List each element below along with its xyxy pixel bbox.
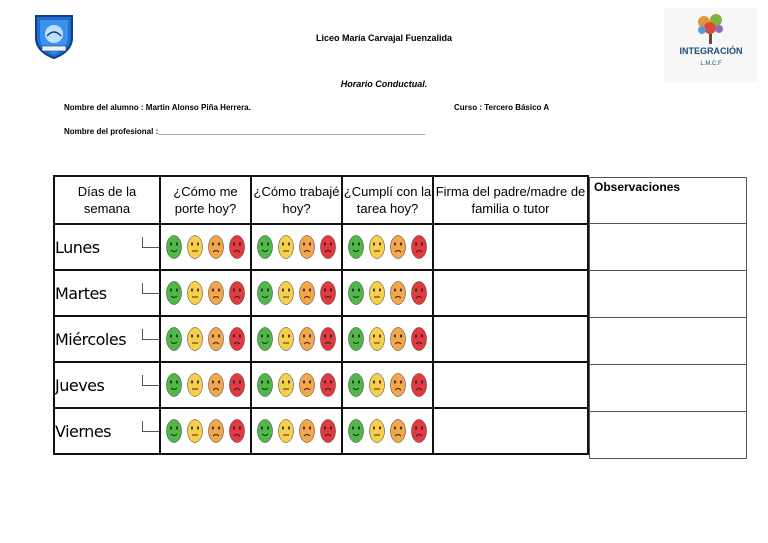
happy-face-icon[interactable] — [257, 373, 273, 397]
signature-cell[interactable] — [433, 270, 588, 316]
sad-face-icon[interactable] — [208, 235, 224, 259]
day-cell — [54, 224, 160, 270]
table-row — [54, 408, 588, 454]
neutral-face-icon[interactable] — [369, 419, 385, 443]
happy-face-icon[interactable] — [348, 235, 364, 259]
day-cell — [54, 362, 160, 408]
observation-cell[interactable] — [590, 271, 747, 318]
angry-face-icon[interactable] — [411, 373, 427, 397]
neutral-face-icon[interactable] — [187, 373, 203, 397]
behavior-faces-cell — [160, 362, 251, 408]
connector-line — [142, 237, 159, 248]
day-cell — [54, 316, 160, 362]
student-name: Nombre del alumno : Martin Alonso Piña Herrera. — [64, 103, 251, 112]
day-label: Jueves — [55, 375, 105, 395]
logo-text-sub: L.M.C.F — [700, 61, 722, 67]
day-label: Martes — [55, 283, 107, 303]
angry-face-icon[interactable] — [411, 419, 427, 443]
neutral-face-icon[interactable] — [369, 235, 385, 259]
angry-face-icon[interactable] — [229, 281, 245, 305]
connector-line — [142, 375, 159, 386]
day-cell — [54, 270, 160, 316]
table-row — [54, 270, 588, 316]
connector-line — [142, 421, 159, 432]
sad-face-icon[interactable] — [299, 235, 315, 259]
day-label: Viernes — [55, 421, 111, 441]
neutral-face-icon[interactable] — [278, 373, 294, 397]
document-title: Horario Conductual. — [340, 79, 428, 89]
work-faces-cell — [251, 408, 342, 454]
work-faces-cell — [251, 316, 342, 362]
happy-face-icon[interactable] — [166, 235, 182, 259]
sad-face-icon[interactable] — [208, 327, 224, 351]
sad-face-icon[interactable] — [208, 419, 224, 443]
angry-face-icon[interactable] — [229, 235, 245, 259]
neutral-face-icon[interactable] — [278, 419, 294, 443]
table-header-row — [54, 176, 588, 224]
happy-face-icon[interactable] — [348, 281, 364, 305]
work-faces-cell — [251, 362, 342, 408]
sad-face-icon[interactable] — [390, 281, 406, 305]
happy-face-icon[interactable] — [348, 373, 364, 397]
sad-face-icon[interactable] — [208, 281, 224, 305]
neutral-face-icon[interactable] — [369, 373, 385, 397]
header-signature: Firma del padre/madre de familia o tutor — [433, 176, 588, 224]
angry-face-icon[interactable] — [320, 281, 336, 305]
happy-face-icon[interactable] — [257, 281, 273, 305]
angry-face-icon[interactable] — [320, 235, 336, 259]
homework-faces-cell — [342, 362, 433, 408]
angry-face-icon[interactable] — [320, 419, 336, 443]
sad-face-icon[interactable] — [390, 373, 406, 397]
behavior-faces-cell — [160, 270, 251, 316]
neutral-face-icon[interactable] — [187, 235, 203, 259]
homework-faces-cell — [342, 270, 433, 316]
connector-line — [142, 283, 159, 294]
work-faces-cell — [251, 270, 342, 316]
homework-faces-cell — [342, 408, 433, 454]
happy-face-icon[interactable] — [348, 419, 364, 443]
angry-face-icon[interactable] — [229, 327, 245, 351]
happy-face-icon[interactable] — [166, 327, 182, 351]
neutral-face-icon[interactable] — [278, 235, 294, 259]
signature-cell[interactable] — [433, 362, 588, 408]
neutral-face-icon[interactable] — [369, 327, 385, 351]
neutral-face-icon[interactable] — [187, 419, 203, 443]
behavior-faces-cell — [160, 408, 251, 454]
header-homework: ¿Cumplí con la tarea hoy? — [342, 176, 433, 224]
table-row — [54, 362, 588, 408]
signature-cell[interactable] — [433, 224, 588, 270]
header-days: Días de la semana — [54, 176, 160, 224]
sad-face-icon[interactable] — [208, 373, 224, 397]
sad-face-icon[interactable] — [390, 419, 406, 443]
angry-face-icon[interactable] — [320, 373, 336, 397]
behavior-table — [53, 175, 589, 455]
work-faces-cell — [251, 224, 342, 270]
observation-cell[interactable] — [590, 365, 747, 412]
behavior-faces-cell — [160, 224, 251, 270]
neutral-face-icon[interactable] — [278, 281, 294, 305]
neutral-face-icon[interactable] — [278, 327, 294, 351]
observation-cell[interactable] — [590, 224, 747, 271]
neutral-face-icon[interactable] — [187, 281, 203, 305]
header-work: ¿Cómo trabajé hoy? — [251, 176, 342, 224]
signature-cell[interactable] — [433, 316, 588, 362]
observation-cell[interactable] — [590, 318, 747, 365]
happy-face-icon[interactable] — [166, 281, 182, 305]
neutral-face-icon[interactable] — [369, 281, 385, 305]
happy-face-icon[interactable] — [257, 235, 273, 259]
observations-header: Observaciones — [590, 178, 747, 224]
observations-table — [589, 177, 747, 459]
connector-line — [142, 329, 159, 340]
table-row — [54, 224, 588, 270]
neutral-face-icon[interactable] — [187, 327, 203, 351]
table-row — [54, 316, 588, 362]
angry-face-icon[interactable] — [320, 327, 336, 351]
sad-face-icon[interactable] — [299, 373, 315, 397]
happy-face-icon[interactable] — [348, 327, 364, 351]
angry-face-icon[interactable] — [229, 419, 245, 443]
angry-face-icon[interactable] — [229, 373, 245, 397]
day-label: Lunes — [55, 237, 100, 257]
school-name: Liceo María Carvajal Fuenzalida — [315, 33, 453, 43]
homework-faces-cell — [342, 224, 433, 270]
sad-face-icon[interactable] — [390, 327, 406, 351]
header-behavior: ¿Cómo me porte hoy? — [160, 176, 251, 224]
integracion-logo — [664, 8, 758, 82]
sad-face-icon[interactable] — [299, 419, 315, 443]
happy-face-icon[interactable] — [257, 419, 273, 443]
day-cell — [54, 408, 160, 454]
happy-face-icon[interactable] — [166, 419, 182, 443]
sad-face-icon[interactable] — [390, 235, 406, 259]
logo-text-main: INTEGRACIÓN — [679, 46, 743, 56]
homework-faces-cell — [342, 316, 433, 362]
sad-face-icon[interactable] — [299, 281, 315, 305]
course-label: Curso : Tercero Básico A — [454, 103, 550, 112]
happy-face-icon[interactable] — [257, 327, 273, 351]
happy-face-icon[interactable] — [166, 373, 182, 397]
professional-name-line: Nombre del profesional :____________________________________________________________ — [64, 127, 426, 136]
behavior-faces-cell — [160, 316, 251, 362]
angry-face-icon[interactable] — [411, 281, 427, 305]
sad-face-icon[interactable] — [299, 327, 315, 351]
signature-cell[interactable] — [433, 408, 588, 454]
observation-cell[interactable] — [590, 412, 747, 459]
day-label: Miércoles — [55, 329, 127, 349]
angry-face-icon[interactable] — [411, 235, 427, 259]
angry-face-icon[interactable] — [411, 327, 427, 351]
